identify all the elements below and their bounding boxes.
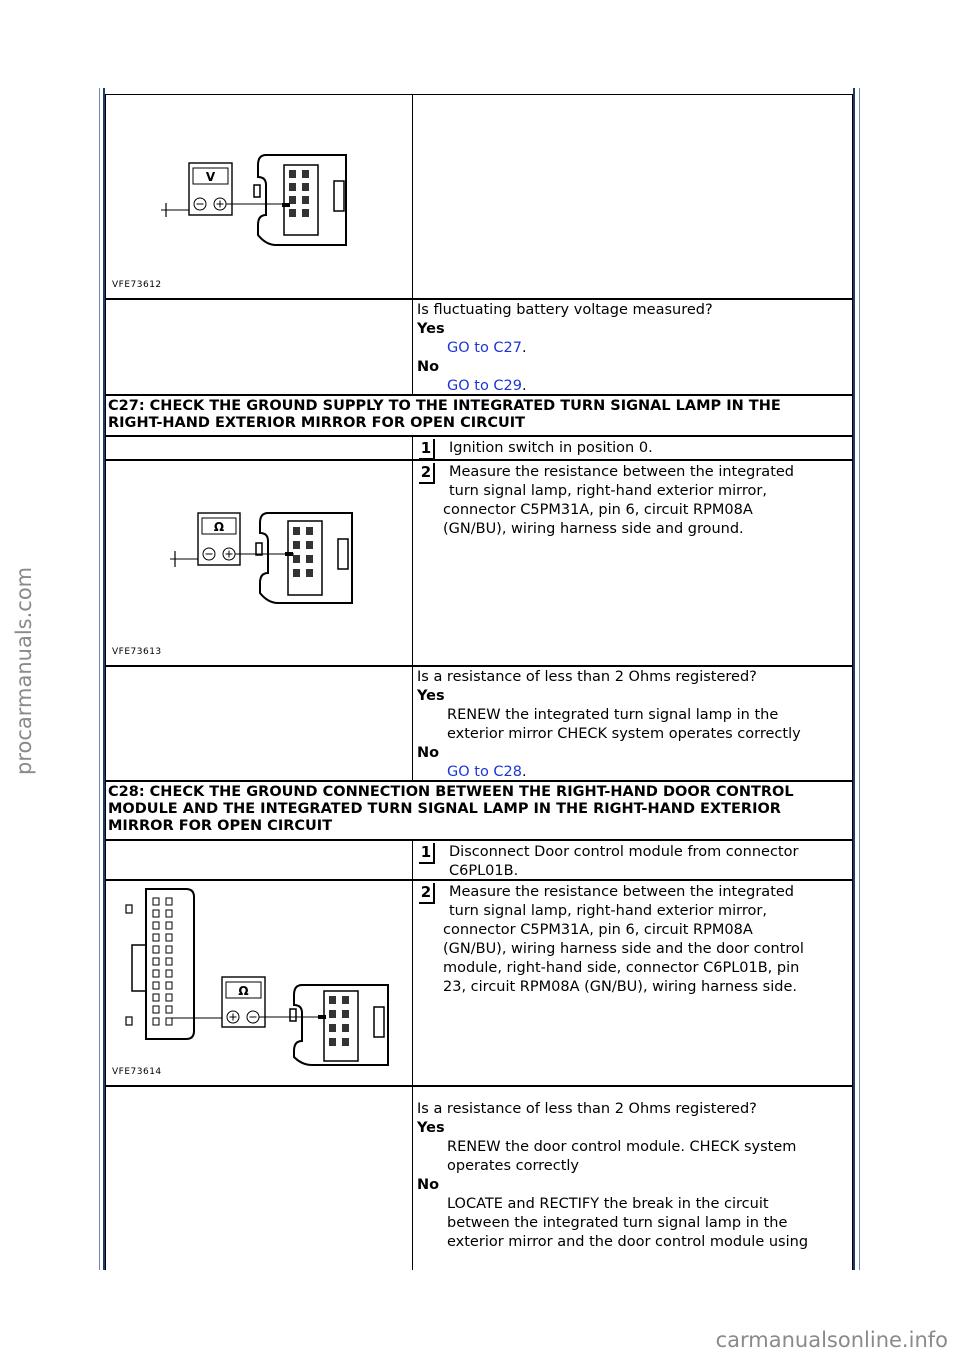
step-text: Measure the resistance between the integrated turn signal lamp, right-hand exterior mirror, connector C5PM31A, pin 6, circuit RPM08A (GN/BU), wiring harness side and ground.: [443, 464, 795, 537]
question-text: Is fluctuating battery voltage measured?: [417, 302, 713, 318]
c28-step-1-row: [105, 840, 853, 880]
empty-cell: [105, 840, 413, 880]
step-number: 1: [419, 843, 435, 864]
figure-label: VFE73613: [112, 647, 162, 657]
no-label: No: [417, 359, 440, 375]
no-label: No: [417, 1177, 440, 1193]
question-cell: [413, 1086, 853, 1270]
empty-cell: [105, 436, 413, 460]
ohmmeter-ground-diagram: [106, 461, 412, 665]
yes-label: Yes: [417, 321, 445, 337]
module-connector-icon: [126, 889, 194, 1039]
voltmeter-connector-diagram: [106, 95, 412, 298]
right-margin-rule-thin: [859, 88, 860, 1270]
ohmmeter-module-diagram: [106, 881, 412, 1085]
no-label: No: [417, 745, 440, 761]
connector-icon: [290, 985, 388, 1065]
figure-label: VFE73614: [112, 1067, 162, 1077]
yes-action: RENEW the door control module. CHECK system: [447, 1139, 797, 1155]
step-text: Ignition switch in position 0.: [449, 440, 653, 456]
no-action: between the integrated turn signal lamp in the: [447, 1215, 788, 1231]
step-text: Measure the resistance between the integrated turn signal lamp, right-hand exterior mirror, connector C5PM31A, pin 6, circuit RPM08A (GN/BU), wiring harness side and the door control module, right-hand side, connector C6PL01B, pin 23, circuit RPM08A (GN/BU), wiring harness side.: [443, 884, 804, 995]
svg-text:Ω: Ω: [238, 984, 249, 998]
c27-step-2-row: [105, 460, 853, 666]
question-cell: Is a resistance of less than 2 Ohms registered? Yes RENEW the integrated turn signal lamp in the exterior mirror CHECK system operates correctly No GO to C28.: [413, 666, 853, 781]
figure-label: VFE73612: [112, 280, 162, 290]
step-cell: [413, 840, 853, 880]
yes-action: operates correctly: [447, 1158, 579, 1174]
empty-cell: [105, 1086, 413, 1270]
no-action: exterior mirror and the door control module using: [447, 1234, 809, 1250]
empty-cell: [105, 299, 413, 395]
connector-icon: [256, 513, 352, 603]
figure-cell: [105, 94, 413, 299]
empty-cell: [413, 94, 853, 299]
step-cell: [413, 880, 853, 1086]
svg-text:V: V: [205, 170, 216, 184]
c27-heading: C27: CHECK THE GROUND SUPPLY TO THE INTEGRATED TURN SIGNAL LAMP IN THE RIGHT-HAND EXTERIOR MIRROR FOR OPEN CIRCUIT: [105, 395, 853, 436]
question-text: Is a resistance of less than 2 Ohms registered?: [417, 1101, 757, 1117]
go-to-c29-link[interactable]: GO to C29: [447, 378, 522, 394]
connector-icon: [254, 155, 346, 245]
figure-cell: [105, 460, 413, 666]
left-margin-rule-thin: [99, 88, 100, 1270]
yes-label: Yes: [417, 1120, 445, 1136]
c28-step-2-row: [105, 880, 853, 1086]
c28-heading: C28: CHECK THE GROUND CONNECTION BETWEEN THE RIGHT-HAND DOOR CONTROL MODULE AND THE INTEGRATED TURN SIGNAL LAMP IN THE RIGHT-HAND EXTERIOR MIRROR FOR OPEN CIRCUIT: [105, 781, 853, 840]
step-number: 1: [419, 439, 435, 460]
yes-action: RENEW the integrated turn signal lamp in the: [447, 707, 779, 723]
question-text: Is a resistance of less than 2 Ohms registered?: [417, 669, 757, 685]
go-to-c27-link[interactable]: GO to C27: [447, 340, 522, 356]
yes-action: exterior mirror CHECK system operates correctly: [447, 726, 801, 742]
yes-label: Yes: [417, 688, 445, 704]
c27-question-row: [105, 666, 853, 781]
bottom-watermark: carmanualsonline.info: [715, 1328, 948, 1352]
c26-question-row: [105, 299, 853, 395]
step-text: Disconnect Door control module from connector C6PL01B.: [449, 844, 799, 879]
step-number: 2: [419, 883, 435, 904]
c27-step-1-row: [105, 436, 853, 460]
step-cell: [413, 460, 853, 666]
figure-row-voltmeter: [105, 94, 853, 299]
no-action: LOCATE and RECTIFY the break in the circuit: [447, 1196, 769, 1212]
step-cell: [413, 436, 853, 460]
svg-text:Ω: Ω: [213, 520, 225, 534]
figure-cell: [105, 880, 413, 1086]
side-watermark: procarmanuals.com: [12, 566, 36, 775]
question-cell: Is fluctuating battery voltage measured? Yes GO to C27. No GO to C29.: [413, 299, 853, 395]
c28-question-row: [105, 1086, 853, 1270]
step-number: 2: [419, 463, 435, 484]
right-margin-rule: [853, 88, 855, 1270]
go-to-c28-link[interactable]: GO to C28: [447, 764, 522, 780]
empty-cell: [105, 666, 413, 781]
